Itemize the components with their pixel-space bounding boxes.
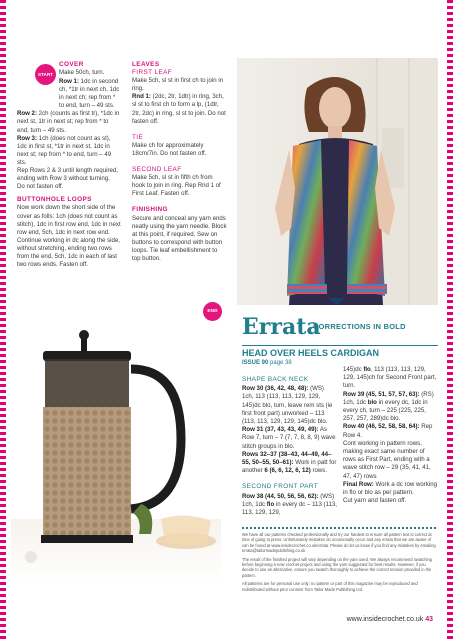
model-photo-graphic xyxy=(237,58,438,305)
end-badge: END xyxy=(203,302,222,321)
footnote-3: All patterns are for personal use only; no pattern or part of this magazine may be reproduced and redistributed without prior consent from Tailor Made Publishing Ltd. xyxy=(242,581,418,592)
row3-para: Row 3: 1ch (does not count as st), 1dc in first st, *1tr in next st, 1dc in next st; rep from * to end, turn – 49 sts. xyxy=(17,134,112,166)
rnd1-para: Rnd 1: (2dc, 2tr, 1dtr) in ring, 3ch, sl st to first ch to form a lp, (1dtr, 2tr, 2dc) in ring, sl st to join. Do not fasten off. xyxy=(132,93,226,125)
second-leaf-heading: SECOND LEAF xyxy=(132,166,182,174)
left-dotted-border xyxy=(0,0,6,640)
article-title: HEAD OVER HEELS CARDIGAN xyxy=(242,348,380,358)
rep-para: Rep Rows 2 & 3 until length required, ending with Row 3 without turning. xyxy=(17,167,118,183)
fasten-para: Do not fasten off. xyxy=(17,183,64,191)
finishing-text: Secure and conceal any yarn ends neatly using the yarn needle. Block at this point, if required. Sew on buttons to correspond with button loops. Tie leaf embellishment to top button. xyxy=(132,214,227,262)
dotted-divider xyxy=(242,527,438,529)
model-photo xyxy=(237,58,438,305)
footnote-2: The result of the finished project will vary depending on the yarn used. We always recommend swatching before beginning a new crochet project and using the yarn suggested for best results. However, if you decide to use an alternative, ensure you swatch thoroughly to achieve the correct tension provided in the pattern. xyxy=(242,556,432,578)
cover-intro: Make 50ch, turn. xyxy=(59,69,105,77)
cover-heading: COVER xyxy=(59,61,84,68)
second-leaf-text: Make 5ch, sl st in fifth ch from hook to join in ring. Rep Rnd 1 of First Leaf. Fasten off. xyxy=(132,174,221,198)
right-dotted-border xyxy=(447,0,453,640)
row30-para: Row 30 (36, 42, 48, 48): (WS) 1ch, 113 (113, 113, 129, 129, 145)dc blo, turn, leave rem sts (ie first front part) unworked – 113 (113, 113, 129, 129, 145)dc blo. xyxy=(242,385,333,426)
french-press-graphic xyxy=(11,329,221,583)
tie-heading: TIE xyxy=(132,133,144,141)
row31-para: Row 31 (37, 43, 43, 49, 49): As Row 7, turn – 7 (7, 7, 8, 8, 9) wave stitch groups in blo. xyxy=(242,426,336,450)
cont-work-para: Cont working in pattern rows, making exact same number of rows as First Part, ending with a wave stitch row – 29 (35, 41, 41, 47, 47) rows xyxy=(343,439,431,480)
footer-url[interactable]: www.insidecrochet.co.uk 43 xyxy=(346,616,433,623)
errata-col2 xyxy=(343,366,438,505)
row39-para: Row 39 (45, 51, 57, 57, 63): (RS) 1ch, 1dc blo in every dc, 1dc in every ch, turn – 225 (225, 225, 257, 257, 289)dc blo. xyxy=(343,390,434,423)
finishing-heading: FINISHING xyxy=(132,206,168,214)
issue-ref: ISSUE 90 page 38 xyxy=(242,360,292,366)
french-press-photo xyxy=(11,329,221,583)
errata-title: Errata xyxy=(242,314,321,340)
errata-divider xyxy=(242,345,438,346)
shape-back-neck-heading: SHAPE BACK NECK xyxy=(242,376,309,383)
cover-intro-block xyxy=(59,61,121,77)
start-badge: START xyxy=(35,64,56,85)
second-front-heading: SECOND FRONT PART xyxy=(242,483,319,491)
cut-yarn-para: Cut yarn and fasten off. xyxy=(343,497,407,505)
row2-para: Row 2: 2ch (counts as first tr), *1dc in next st, 1tr in next st; rep from * to end, turn – 49 sts. xyxy=(17,110,120,134)
footnotes xyxy=(242,532,438,595)
buttonhole-text: Now work down the short side of the cover as folls: 1ch (does not count as stitch), 1dc in first row end, 1dc in next row end, 5ch, 1dc in next row end. Continue working in dc along the side, without stretching, ending two rows from the end, 5ch, 1dc in each of last two rows ends. Fasten off. xyxy=(17,204,121,269)
col1-body xyxy=(17,78,121,269)
buttonhole-heading: BUTTONHOLE LOOPS xyxy=(17,196,92,204)
leaves-heading: LEAVES xyxy=(132,61,160,68)
row1-para: Row 1: 1dc in second ch, *1tr in next ch, 1dc in next ch; rep from * to end, turn – 49 sts. xyxy=(59,78,120,110)
first-leaf-heading: FIRST LEAF xyxy=(132,69,173,77)
page-number: 43 xyxy=(425,616,433,623)
rows32-para: Rows 32–37 (38–43, 44–49, 44–55, 50–55, 50–61): Work in patt for another 6 (6, 6, 12, 6, 12) rows. xyxy=(242,450,337,475)
errata-subtitle: CORRECTIONS IN BOLD xyxy=(313,322,406,331)
tie-text: Make ch for approximately 18cm/7in. Do not fasten off. xyxy=(132,141,207,157)
footnote-1: We have all our patterns checked professionally and try our hardest to ensure all pattern text is correct at time of going to press. Unfortunately mistakes do occasionally occur and any errata that we are aware of can be found at www.insidecrochet.co.uk/errata. Please do let us know if you find any mistakes by emailing errata@tailormadepublishing.co.uk xyxy=(242,532,436,554)
cont-para: 145)dc flo, 113 (113, 113, 129, 129, 145)ch for Second Front part, turn. xyxy=(343,366,437,390)
row38-para: Row 38 (44, 50, 56, 56, 62): (WS) 1ch, 1dc flo in every dc – 113 (113, 113, 129, 129, xyxy=(242,492,337,517)
row40-para: Row 40 (46, 52, 58, 58, 64): Rep Row 4. xyxy=(343,423,433,439)
final-row-para: Final Row: Work a dc row working in flo or blo as per pattern. xyxy=(343,480,438,497)
col2-body xyxy=(132,61,227,263)
errata-col1 xyxy=(242,376,337,517)
first-leaf-text: Make 5ch, sl st in first ch to join in ring. xyxy=(132,77,224,93)
